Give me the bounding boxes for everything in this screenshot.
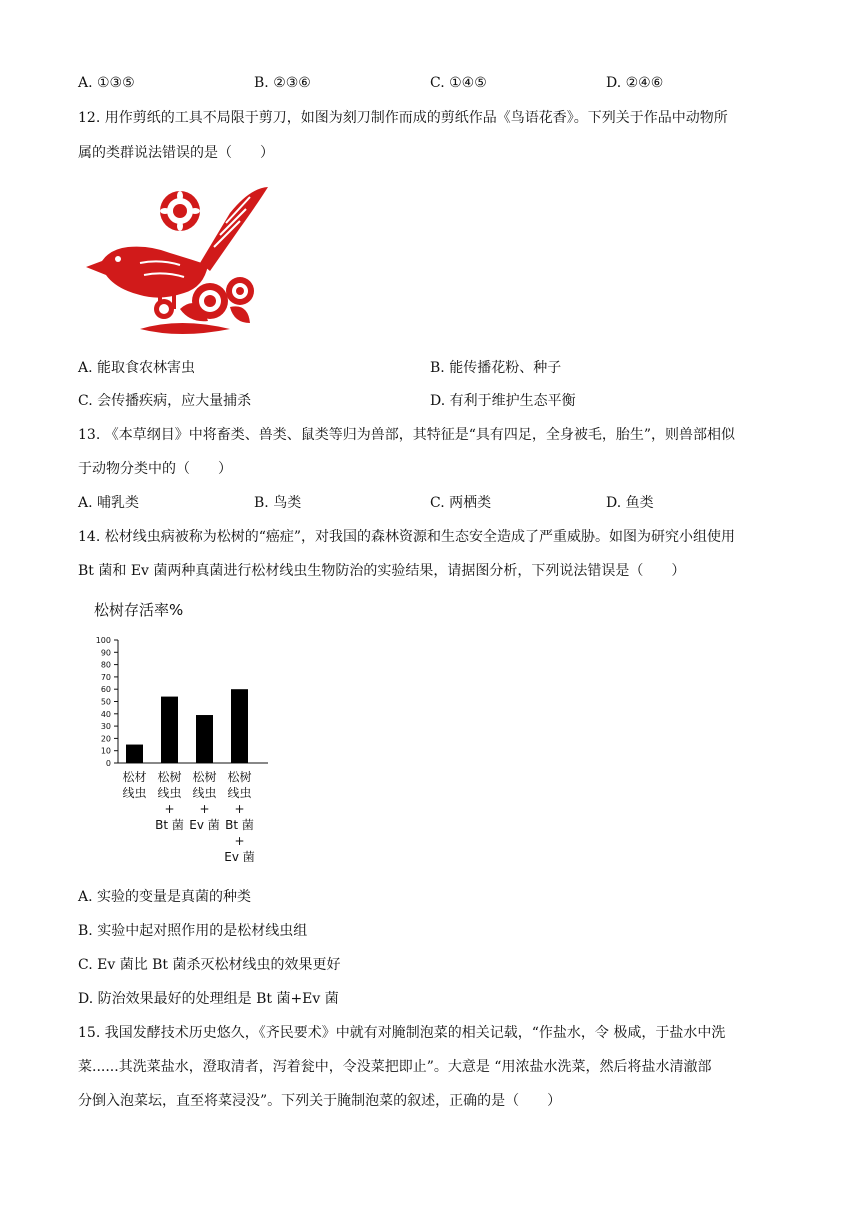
y-tick-label: 30 xyxy=(100,722,111,732)
x-category-label: 线虫 xyxy=(192,786,217,800)
q11-option-a: A. ①③⑤ xyxy=(78,75,135,91)
x-category-label: Bt 菌 xyxy=(155,818,184,832)
x-category-label: 松树 xyxy=(157,770,182,784)
y-tick-label: 60 xyxy=(100,685,111,695)
q11-option-b: B. ②③⑥ xyxy=(254,75,311,91)
q12-stem-line-2: 属的类群说法错误的是（ ） xyxy=(78,145,274,161)
x-category-label: + xyxy=(234,802,245,816)
y-tick-label: 40 xyxy=(100,709,111,719)
x-category-label: 松树 xyxy=(192,770,217,784)
x-category-label: + xyxy=(199,802,210,816)
y-tick-label: 20 xyxy=(100,734,111,744)
q12-option-d: D. 有利于维护生态平衡 xyxy=(430,393,576,409)
y-tick-label: 80 xyxy=(100,660,111,670)
x-category-label: 线虫 xyxy=(122,786,147,800)
q12-option-a: A. 能取食农林害虫 xyxy=(78,360,196,376)
x-category-label: Ev 菌 xyxy=(189,818,220,832)
q13-option-a: A. 哺乳类 xyxy=(78,495,140,511)
q14-option-a: A. 实验的变量是真菌的种类 xyxy=(78,889,252,905)
q14-option-c: C. Ev 菌比 Bt 菌杀灭松材线虫的效果更好 xyxy=(78,957,341,973)
q15-stem-line-1: 15. 我国发酵技术历史悠久，《齐民要术》中就有对腌制泡菜的相关记载，“作盐水，令 极咸，于盐水中洗 xyxy=(78,1025,726,1041)
chart-title: 松树存活率% xyxy=(94,601,184,619)
q14-stem-line-1: 14. 松材线虫病被称为松树的“癌症”，对我国的森林资源和生态安全造成了严重威胁。如图为研究小组使用 xyxy=(78,529,736,545)
q12-option-c: C. 会传播疾病，应大量捕杀 xyxy=(78,393,252,409)
q14-option-d: D. 防治效果最好的处理组是 Bt 菌+Ev 菌 xyxy=(78,991,339,1007)
q12-option-b: B. 能传播花粉、种子 xyxy=(430,360,562,376)
x-category-label: 线虫 xyxy=(227,786,252,800)
q13-option-d: D. 鱼类 xyxy=(606,495,654,511)
bar xyxy=(161,697,178,763)
x-category-label: Ev 菌 xyxy=(224,850,255,862)
q13-option-b: B. 鸟类 xyxy=(254,495,302,511)
q13-stem-line-1: 13. 《本草纲目》中将畜类、兽类、鼠类等归为兽部，其特征是“具有四足，全身被毛，胎生”，则兽部相似 xyxy=(78,427,736,443)
papercut-flower-top xyxy=(160,191,200,231)
survival-rate-bar-chart xyxy=(88,600,278,862)
bar xyxy=(126,745,143,763)
x-category-label: + xyxy=(234,834,245,848)
y-tick-label: 50 xyxy=(100,697,111,707)
y-tick-label: 0 xyxy=(105,759,111,768)
q11-option-d: D. ②④⑥ xyxy=(606,75,664,91)
x-category-label: 线虫 xyxy=(157,786,182,800)
q14-option-b: B. 实验中起对照作用的是松材线虫组 xyxy=(78,923,308,939)
x-category-label: 松树 xyxy=(227,770,252,784)
q15-stem-line-3: 分倒入泡菜坛，直至将菜浸没”。下列关于腌制泡菜的叙述，正确的是（ ） xyxy=(78,1093,562,1109)
q12-stem-line-1: 12. 用作剪纸的工具不局限于剪刀，如图为刻刀制作而成的剪纸作品《鸟语花香》。下列关于作品中动物所 xyxy=(78,110,728,126)
q11-option-c: C. ①④⑤ xyxy=(430,75,487,91)
bar xyxy=(231,689,248,763)
x-category-label: Bt 菌 xyxy=(225,818,254,832)
y-tick-label: 70 xyxy=(100,672,111,682)
q13-option-c: C. 两栖类 xyxy=(430,495,492,511)
x-category-label: 松材 xyxy=(122,770,147,784)
y-tick-label: 10 xyxy=(100,746,111,756)
x-category-label: + xyxy=(164,802,175,816)
q13-stem-line-2: 于动物分类中的（ ） xyxy=(78,461,232,477)
y-tick-label: 100 xyxy=(95,636,111,645)
papercut-bird-figure xyxy=(80,183,272,339)
q15-stem-line-2: 菜......其洗菜盐水，澄取清者，泻着瓮中，令没菜把即止”。大意是 “用浓盐水洗菜，然后将盐水清澈部 xyxy=(78,1059,712,1075)
y-tick-label: 90 xyxy=(100,648,111,658)
q14-stem-line-2: Bt 菌和 Ev 菌两种真菌进行松材线虫生物防治的实验结果，请据图分析，下列说法错误是（ ） xyxy=(78,563,686,579)
bar xyxy=(196,715,213,763)
